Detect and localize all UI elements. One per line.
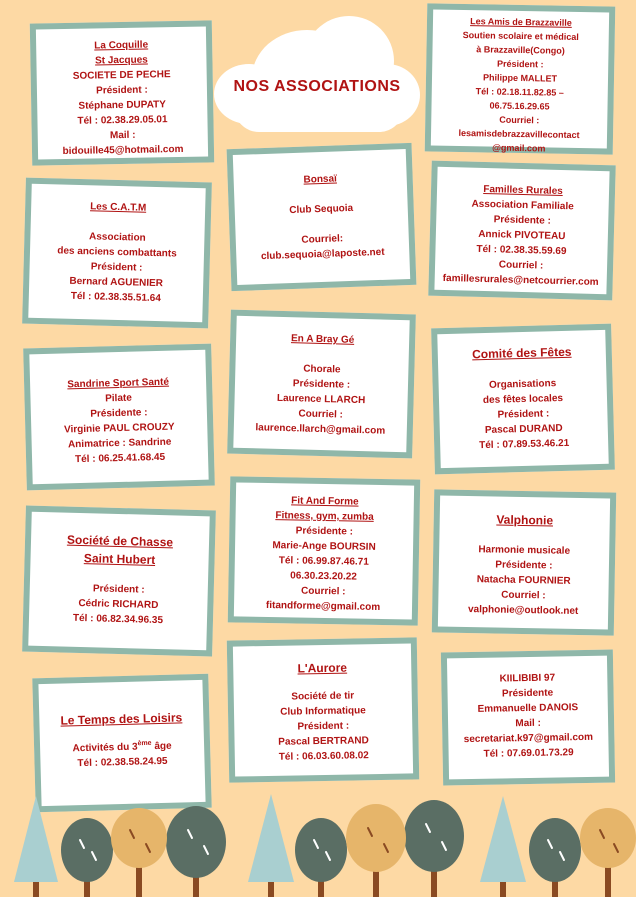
person-name: Annick PIVOTEAU xyxy=(478,228,566,243)
person-name: Philippe MALLET xyxy=(482,72,558,84)
person-name: Natacha FOURNIER xyxy=(476,574,571,587)
card-l-aurore xyxy=(227,637,419,782)
assoc-name: Familles Rurales xyxy=(483,183,563,198)
phone: Tél : 06.25.41.68.45 xyxy=(74,451,166,466)
email: lesamisdebrazzavillecontact xyxy=(458,127,580,141)
assoc-desc: Association xyxy=(88,231,146,244)
email: laurence.llarch@gmail.com xyxy=(255,422,386,437)
phone: Tél : 02.18.11.82.85 – xyxy=(475,86,564,98)
assoc-desc: Fitness, gym, zumba xyxy=(275,510,374,523)
email: secretariat.k97@gmail.com xyxy=(463,731,594,746)
role-label: Président : xyxy=(297,720,350,733)
email: bidouille45@hotmail.com xyxy=(62,143,184,158)
role-label: Présidente xyxy=(501,687,554,700)
assoc-desc: Société de tir xyxy=(291,690,355,703)
assoc-desc: Organisations xyxy=(488,378,557,391)
email: famillesrurales@netcourrier.com xyxy=(442,272,599,289)
assoc-desc: Chorale xyxy=(303,363,341,376)
role-label: Président : xyxy=(96,84,148,97)
phone: Tél : 02.38.58.24.95 xyxy=(77,755,168,770)
role-label: Présidente : xyxy=(90,407,148,420)
email-2: @gmail.com xyxy=(492,142,546,154)
phone: Tél : 07.69.01.73.29 xyxy=(483,747,574,760)
assoc-name: KIILIBIBI 97 xyxy=(499,672,556,685)
person-name: Pascal BERTRAND xyxy=(278,735,369,748)
card-valphonie xyxy=(432,489,616,635)
card-amis-de-brazzaville xyxy=(425,3,616,154)
trees-illustration xyxy=(0,790,636,897)
email: valphonie@outlook.net xyxy=(467,604,579,617)
mail-label: Mail : xyxy=(109,129,136,142)
assoc-name: Les C.A.T.M xyxy=(89,201,147,214)
assoc-name: Comité des Fêtes xyxy=(471,344,572,362)
card-en-a-bray-ge xyxy=(227,310,416,459)
assoc-name: En A Bray Gé xyxy=(290,333,355,346)
phone: Tél : 02.38.29.05.01 xyxy=(77,114,168,127)
assoc-name: Sandrine Sport Santé xyxy=(67,376,170,391)
phone: Tél : 06.82.34.96.35 xyxy=(72,612,164,627)
email: fitandforme@gmail.com xyxy=(265,599,381,613)
role-label: Président : xyxy=(92,583,145,596)
mail-label: Mail : xyxy=(515,717,541,730)
mail-label: Courriel : xyxy=(501,589,546,602)
assoc-desc-2: des anciens combattants xyxy=(57,245,177,260)
person-name: Pascal DURAND xyxy=(484,422,563,437)
card-fit-and-forme xyxy=(228,476,421,625)
card-bonsai xyxy=(227,143,417,291)
assoc-desc: Club Sequoia xyxy=(289,202,354,217)
phone-2: 06.75.16.29.65 xyxy=(489,100,550,112)
email: club.sequoia@laposte.net xyxy=(260,246,385,263)
mail-label: Courriel : xyxy=(300,585,346,598)
assoc-desc: Activités du 3ème âge xyxy=(72,739,172,755)
role-label: Président : xyxy=(496,58,544,70)
mail-label: Courriel : xyxy=(499,114,540,126)
card-kiilibibi-97 xyxy=(441,650,615,786)
card-catm xyxy=(22,178,212,329)
role-label: Président : xyxy=(497,408,550,421)
page-title: NOS ASSOCIATIONS xyxy=(233,78,401,95)
role-label: Présidente : xyxy=(292,378,351,391)
person-name: Virginie PAUL CROUZY xyxy=(63,421,175,436)
role-label: Présidente : xyxy=(295,525,354,538)
card-la-coquille xyxy=(30,20,214,165)
phone-2: 06.30.23.20.22 xyxy=(290,570,358,583)
card-comite-des-fetes xyxy=(431,324,615,475)
person-name: Cédric RICHARD xyxy=(78,597,159,612)
assoc-name-2: Saint Hubert xyxy=(83,551,156,567)
card-sandrine-sport-sante xyxy=(23,344,215,491)
assoc-desc: Pilate xyxy=(105,392,132,405)
assoc-desc: Soutien scolaire et médical xyxy=(462,29,579,43)
assoc-name-2: St Jacques xyxy=(94,54,148,67)
animator: Animatrice : Sandrine xyxy=(67,436,172,451)
assoc-desc-2: des fêtes locales xyxy=(482,392,564,407)
mail-label: Courriel : xyxy=(298,408,344,421)
phone: Tél : 07.89.53.46.21 xyxy=(479,437,570,452)
assoc-name: Les Amis de Brazzaville xyxy=(470,16,572,28)
assoc-desc: Harmonie musicale xyxy=(478,544,571,557)
assoc-desc: Association Familiale xyxy=(471,198,574,213)
card-societe-de-chasse xyxy=(22,506,216,657)
mail-label: Courriel : xyxy=(498,259,544,272)
mail-label: Courriel: xyxy=(301,233,344,246)
role-label: Présidente : xyxy=(495,559,553,572)
assoc-name: Valphonie xyxy=(496,512,554,528)
phone: Tél : 06.03.60.08.02 xyxy=(278,750,369,763)
role-label: Président : xyxy=(90,261,143,274)
header-cloud xyxy=(214,12,420,134)
phone: Tél : 02.38.35.59.69 xyxy=(476,243,567,258)
person-name: Bernard AGUENIER xyxy=(69,275,164,290)
role-label: Présidente : xyxy=(493,214,552,227)
assoc-name: L'Aurore xyxy=(297,660,348,676)
assoc-desc-2: à Brazzaville(Congo) xyxy=(476,44,565,56)
person-name: Emmanuelle DANOIS xyxy=(477,702,579,715)
phone: Tél : 06.99.87.46.71 xyxy=(278,555,369,568)
assoc-name: La Coquille xyxy=(94,39,149,52)
card-familles-rurales xyxy=(428,161,615,301)
assoc-name: Bonsaï xyxy=(303,173,338,186)
person-name: Stéphane DUPATY xyxy=(78,99,167,112)
assoc-desc: SOCIETE DE PECHE xyxy=(72,69,171,82)
person-name: Laurence LLARCH xyxy=(276,392,366,407)
assoc-name: Société de Chasse xyxy=(66,532,174,550)
assoc-desc-2: Club Informatique xyxy=(280,705,366,718)
phone: Tél : 02.38.35.51.64 xyxy=(70,290,161,305)
person-name: Marie-Ange BOURSIN xyxy=(272,540,376,553)
assoc-name: Le Temps des Loisirs xyxy=(60,710,183,728)
assoc-name: Fit And Forme xyxy=(291,495,359,508)
